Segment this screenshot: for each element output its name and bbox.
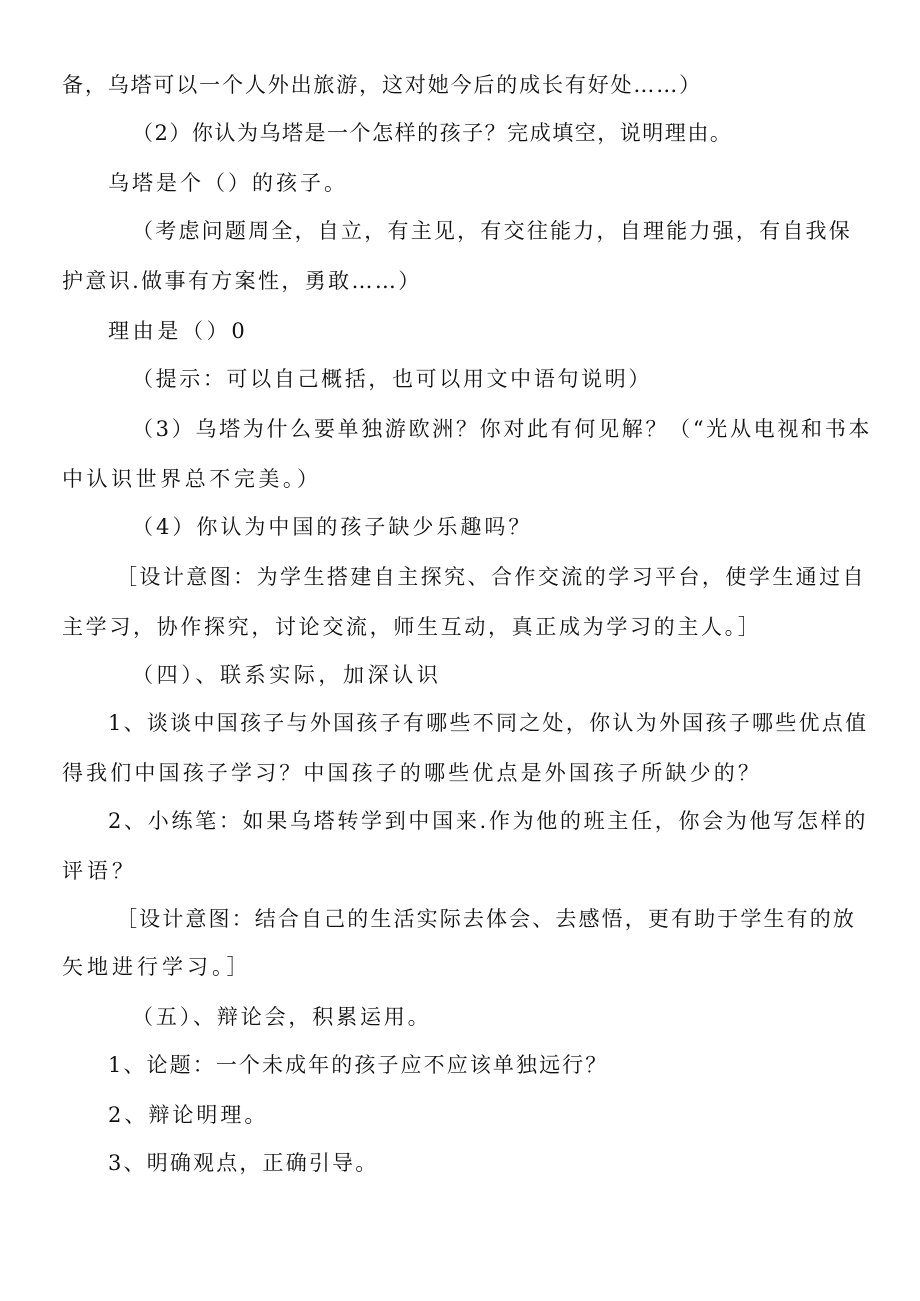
item-1-line-2: 得我们中国孩子学习？中国孩子的哪些优点是外国孩子所缺少的？ [62, 761, 762, 785]
section-five-heading: （五）、辩论会，积累运用。 [132, 1005, 432, 1029]
section-four-heading: （四）、联系实际，加深认识 [132, 663, 442, 687]
debate-item-3: 3、明确观点，正确引导。 [108, 1151, 379, 1175]
debate-item-1: 1、论题：一个未成年的孩子应不应该单独远行？ [108, 1053, 609, 1077]
reason-line: 理由是（）0 [108, 319, 249, 343]
item-2-line-1: 2、小练笔：如果乌塔转学到中国来.作为他的班主任，你会为他写怎样的 [108, 809, 869, 833]
answer-hint-line-1: （考虑问题周全，自立，有主见，有交往能力，自理能力强，有自我保 [132, 219, 852, 243]
design-intent-2-line-2: 矢地进行学习。］ [62, 955, 252, 979]
tip-line: （提示：可以自己概括，也可以用文中语句说明） [132, 367, 652, 391]
question-3-line-2: 中认识世界总不完美。） [62, 467, 322, 491]
item-1-line-1: 1、谈谈中国孩子与外国孩子有哪些不同之处，你认为外国孩子哪些优点值 [108, 711, 869, 735]
question-3-line-1: （3）乌塔为什么要单独游欧洲？你对此有何见解？（“光从电视和书本 [132, 417, 873, 441]
design-intent-1-line-2: 主学习，协作探究，讨论交流，师生互动，真正成为学习的主人。］ [62, 615, 762, 639]
debate-item-2: 2、辩论明理。 [108, 1103, 269, 1127]
item-2-line-2: 评语？ [62, 859, 137, 883]
design-intent-2-line-1: ［设计意图：结合自己的生活实际去体会、去感悟，更有助于学生有的放 [116, 907, 856, 931]
paragraph-line-1: 备，乌塔可以一个人外出旅游，这对她今后的成长有好处……） [62, 73, 702, 97]
answer-hint-line-2: 护意识.做事有方案性，勇敢……） [62, 269, 422, 293]
question-4-line: （4）你认为中国的孩子缺少乐趣吗？ [132, 515, 533, 539]
question-2-line: （2）你认为乌塔是一个怎样的孩子？完成填空，说明理由。 [132, 121, 733, 145]
fill-blank-line: 乌塔是个（）的孩子。 [108, 171, 348, 195]
design-intent-1-line-1: ［设计意图：为学生搭建自主探究、合作交流的学习平台，使学生通过自 [116, 565, 866, 589]
